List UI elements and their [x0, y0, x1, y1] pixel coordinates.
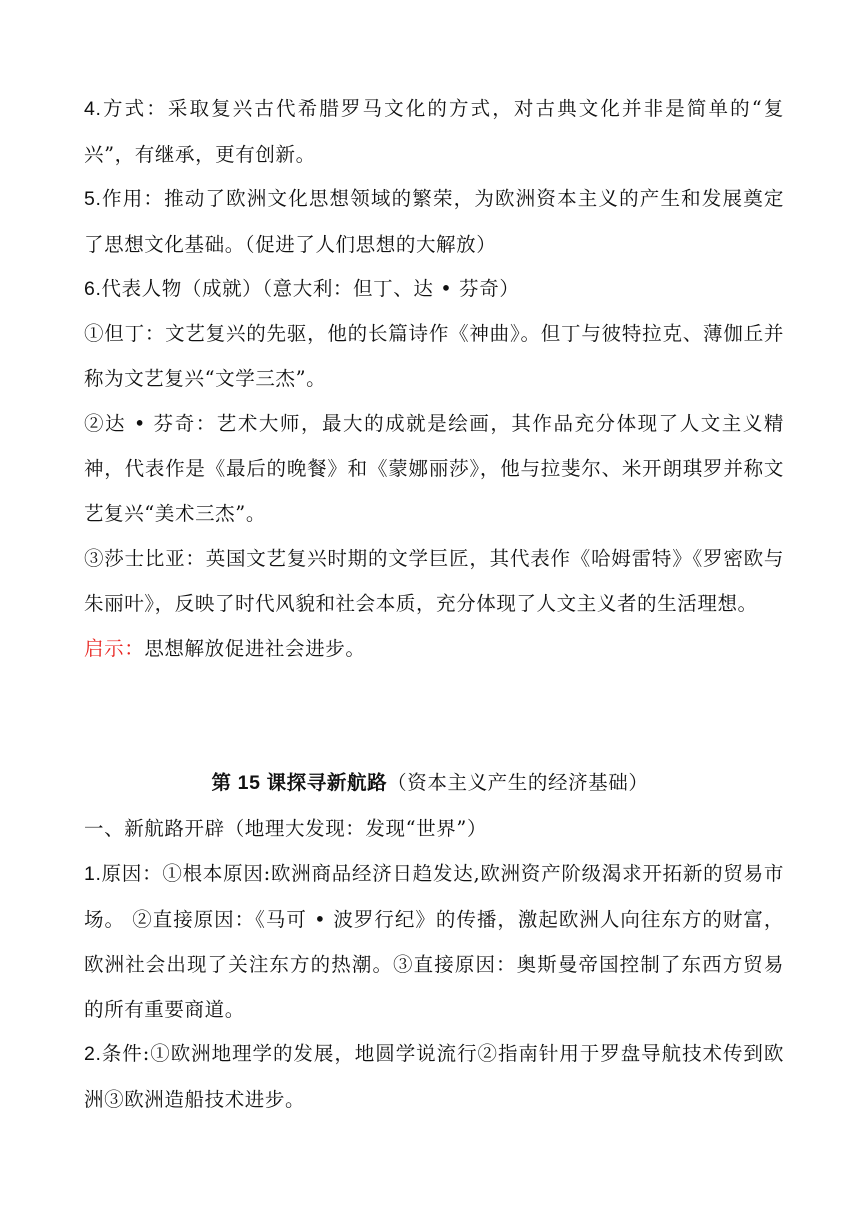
effect-text: 作用：推动了欧洲文化思想领域的繁荣，为欧洲资本主义的产生和发展奠定了思想文化基础。（促进了人们思想的大解放） [84, 187, 784, 256]
insight-label: 启示： [84, 637, 145, 660]
lesson-title [0, 760, 860, 806]
item-number: 1. [84, 863, 102, 885]
paragraph-effect [84, 176, 784, 267]
item-number: 6. [84, 278, 102, 300]
item-number: 4. [84, 98, 102, 120]
method-text: 方式：采取复兴古代希腊罗马文化的方式，对古典文化并非是简单的“复兴”，有继承，更有创新。 [84, 97, 784, 166]
insight-text: 思想解放促进社会进步。 [144, 637, 366, 660]
paragraph-representatives [84, 266, 784, 312]
representatives-text: 代表人物（成就）（意大利：但丁、达 • 芬奇） [101, 277, 520, 300]
paragraph-causes [84, 851, 784, 1032]
title-number: 15 [231, 772, 267, 794]
paragraph-davinci: ②达 • 芬奇：艺术大师，最大的成就是绘画，其作品充分体现了人文主义精神，代表作是《最后的晚餐》和《蒙娜丽莎》，他与拉斐尔、米开朗琪罗并称文艺复兴“美术三杰”。 [84, 412, 784, 525]
title-prefix: 第 [211, 771, 232, 794]
item-number: 5. [84, 188, 102, 210]
paragraph-dante: ①但丁：文艺复兴的先驱，他的长篇诗作《神曲》。但丁与彼特拉克、薄伽丘并称为文艺复兴“文学三杰”。 [84, 322, 784, 390]
paragraph-conditions [84, 1031, 784, 1122]
title-main: 课探寻新航路 [266, 771, 388, 794]
item-number: 2. [84, 1043, 102, 1065]
section-heading: 一、新航路开辟（地理大发现：发现“世界”） [84, 817, 488, 840]
causes-text: 原因：①根本原因:欧洲商品经济日趋发达,欧洲资产阶级渴求开拓新的贸易市场。 ②直接原因：《马可 • 波罗行纪》的传播，激起欧洲人向往东方的财富，欧洲社会出现了关注东方的热潮。③直接原因：奥斯曼帝国控制了东西方贸易的所有重要商道。 [84, 862, 784, 1021]
title-subtitle: （资本主义产生的经济基础） [387, 771, 649, 794]
conditions-text: 条件:①欧洲地理学的发展，地圆学说流行②指南针用于罗盘导航技术传到欧洲③欧洲造船技术进步。 [84, 1042, 784, 1111]
paragraph-method [84, 86, 784, 177]
paragraph-shakespeare: ③莎士比亚：英国文艺复兴时期的文学巨匠，其代表作《哈姆雷特》《罗密欧与朱丽叶》，反映了时代风貌和社会本质，充分体现了人文主义者的生活理想。 [84, 547, 784, 615]
paragraph-insight [84, 626, 784, 671]
